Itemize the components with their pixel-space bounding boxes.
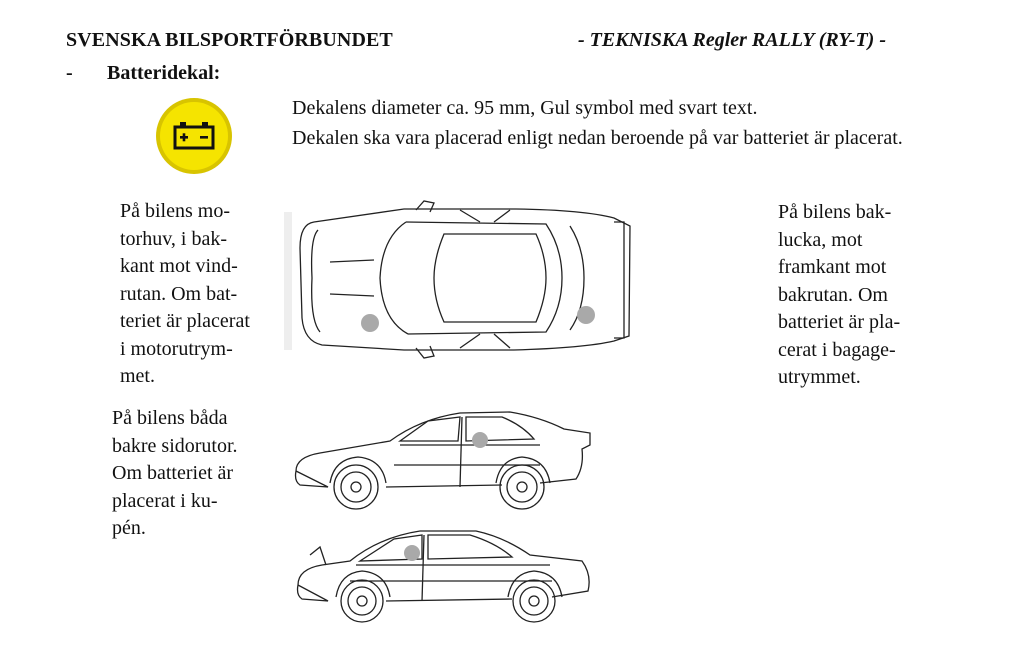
- car-top-view-diagram: [284, 198, 644, 363]
- decal-size-text: Dekalens diameter ca. 95 mm, Gul symbol med svart text.: [292, 97, 758, 119]
- marker-trunk: [577, 306, 595, 324]
- marker-rear-side-window-2: [404, 545, 420, 561]
- section-bullet: -: [66, 62, 73, 84]
- organization-name: SVENSKA BILSPORTFÖRBUNDET: [66, 29, 393, 51]
- document-title: - TEKNISKA Regler RALLY (RY-T) -: [578, 29, 886, 51]
- marker-rear-side-window-1: [472, 432, 488, 448]
- decal-placement-text: Dekalen ska vara placerad enligt nedan beroende på var batteriet är placerat.: [292, 127, 903, 149]
- car-side-view-diagram-1: [290, 405, 600, 520]
- battery-decal: [154, 96, 234, 176]
- car-side-view-diagram-2: [290, 525, 600, 625]
- decal-description: [292, 93, 952, 153]
- note-engine-bay: På bilens mo- torhuv, i bak- kant mot vind- rutan. Om bat- teriet är placerat i motorutrym- met.: [120, 200, 250, 387]
- note-rear-side-windows: På bilens båda bakre sidorutor. Om batteriet är placerat i ku- pén.: [112, 407, 238, 539]
- section-title: Batteridekal:: [107, 62, 221, 84]
- battery-icon: [154, 96, 234, 176]
- marker-engine-bay: [361, 314, 379, 332]
- note-trunk: På bilens bak- lucka, mot framkant mot bakrutan. Om batteriet är pla- cerat i bagage- utrymmet.: [778, 201, 901, 388]
